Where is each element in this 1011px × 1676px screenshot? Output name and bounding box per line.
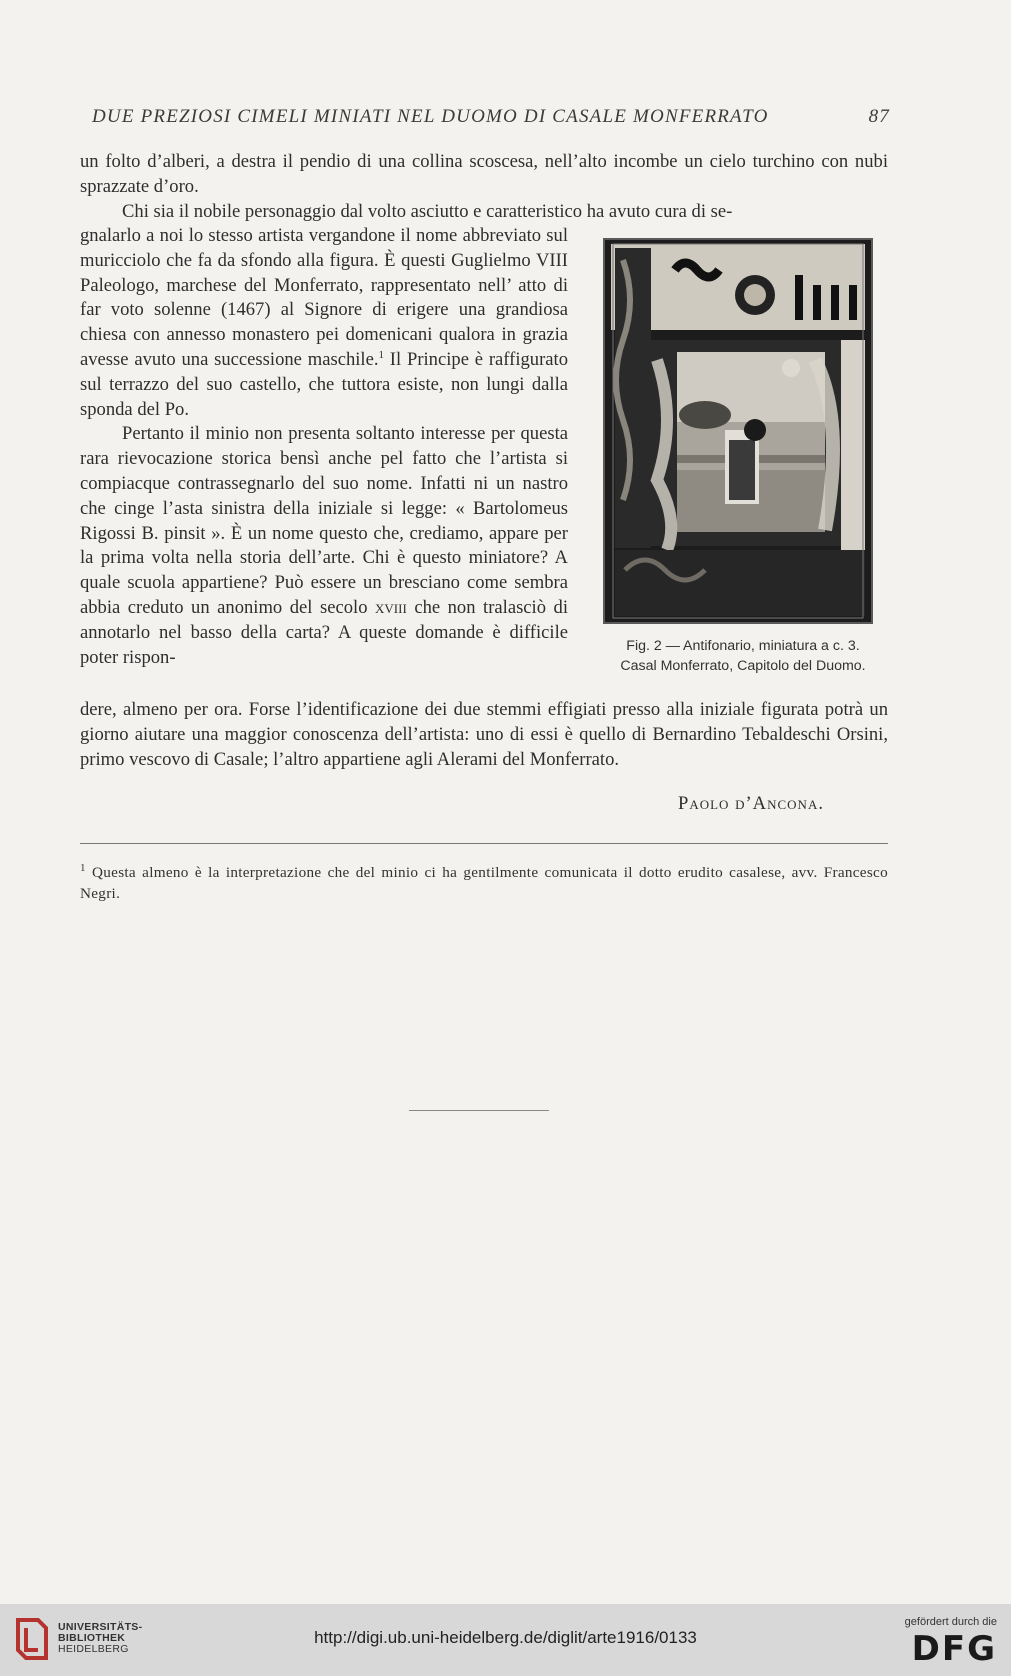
paragraph-3-text: Pertanto il minio non presenta soltanto interesse per questa rara rievocazione storica bensì anche pel fatto che l’artista si compiacque contrassegnarlo del suo nome. Infatti ni un nastro che cinge l’asta sinistra della iniziale si legge: « Bartolomeus Rigossi B. pinsit ». È un nome questo che, crediamo, appare per la prima volta nella storia dell’arte. Chi è questo miniatore? A quale scuola appartiene? Può essere un bresciano come sembra abbia creduto un anonimo del secolo (80, 423, 568, 618)
caption-line-1: Fig. 2 — Antifonario, miniatura a c. 3. (626, 638, 860, 654)
end-divider (409, 1110, 549, 1111)
running-head (92, 106, 890, 128)
century-numeral: xviii (375, 596, 407, 618)
footnote-text: Questa almeno è la interpretazione che del minio ci ha gentilmente comunicata il dotto erudito casalese, avv. Francesco Negri. (80, 864, 888, 902)
paragraph-2-text: gnalarlo a noi lo stesso artista vergandone il nome abbreviato sul muricciolo che fa da sfondo alla figura. È questi Guglielmo VIII Paleologo, marchese del Monferrato, rappresentato nell’ atto di far voto solenne (1467) al Signore di erigere una grandiosa chiesa con annesso monastero pei domenicani qualora in grazia avesse avuto una successione maschile. (80, 225, 568, 370)
paragraph-3-continuation (80, 698, 888, 772)
paragraph-1 (80, 150, 888, 224)
paragraph-2-body (80, 224, 568, 422)
footnote-marker: 1 (80, 861, 86, 874)
library-name-line-1: UNIVERSITÄTS- (58, 1621, 143, 1633)
funding-label: gefördert durch die (904, 1616, 997, 1628)
footnote (80, 862, 888, 904)
paragraph-2-column (80, 224, 568, 670)
page-number: 87 (868, 106, 890, 127)
miniature-illustration (603, 238, 873, 624)
paragraph-1-text: un folto d’alberi, a destra il pendio di una collina scoscesa, nell’alto incombe un cielo turchino con nubi sprazzate d’oro. (80, 151, 888, 197)
paragraph-2-opening: Chi sia il nobile personaggio dal volto asciutto e caratteristico ha avuto cura di se- (122, 200, 733, 222)
permalink-url[interactable]: http://digi.ub.uni-heidelberg.de/diglit/arte1916/0133 (314, 1628, 697, 1647)
paragraph-3-column-end: che non tralasciò di annotarlo nel basso della carta? A queste domande è difficile poter rispon- (80, 596, 569, 668)
figure-caption (598, 636, 888, 676)
paragraph-3-body (80, 422, 568, 670)
miniature-drawing (605, 240, 871, 622)
footnote-reference[interactable]: 1 (378, 348, 384, 361)
library-name-line-2: BIBLIOTHEK (58, 1632, 126, 1644)
dfg-logo: DFG (911, 1629, 997, 1669)
library-name-line-3: HEIDELBERG (58, 1643, 129, 1655)
paragraph-3-full-width: dere, almeno per ora. Forse l’identificazione dei due stemmi effigiati presso alla iniziale figurata potrà un giorno aiutare una maggior conoscenza dell’artista: uno di essi è quello di Bernardino Tebaldeschi Orsini, primo vescovo di Casale; l’altro appartiene agli Alerami del Monferrato. (80, 699, 888, 770)
author-signature: Paolo d’Ancona. (678, 793, 824, 814)
running-head-title: DUE PREZIOSI CIMELI MINIATI NEL DUOMO DI CASALE MONFERRATO (92, 106, 769, 127)
paragraph-2-end: Il Principe è raffigurato sul terrazzo del suo castello, che tuttora esiste, non lungi dalla sponda del Po. (80, 348, 568, 420)
footnote-divider (80, 843, 888, 844)
caption-line-2: Casal Monferrato, Capitolo del Duomo. (620, 658, 866, 674)
viewer-footer (0, 1604, 1011, 1676)
